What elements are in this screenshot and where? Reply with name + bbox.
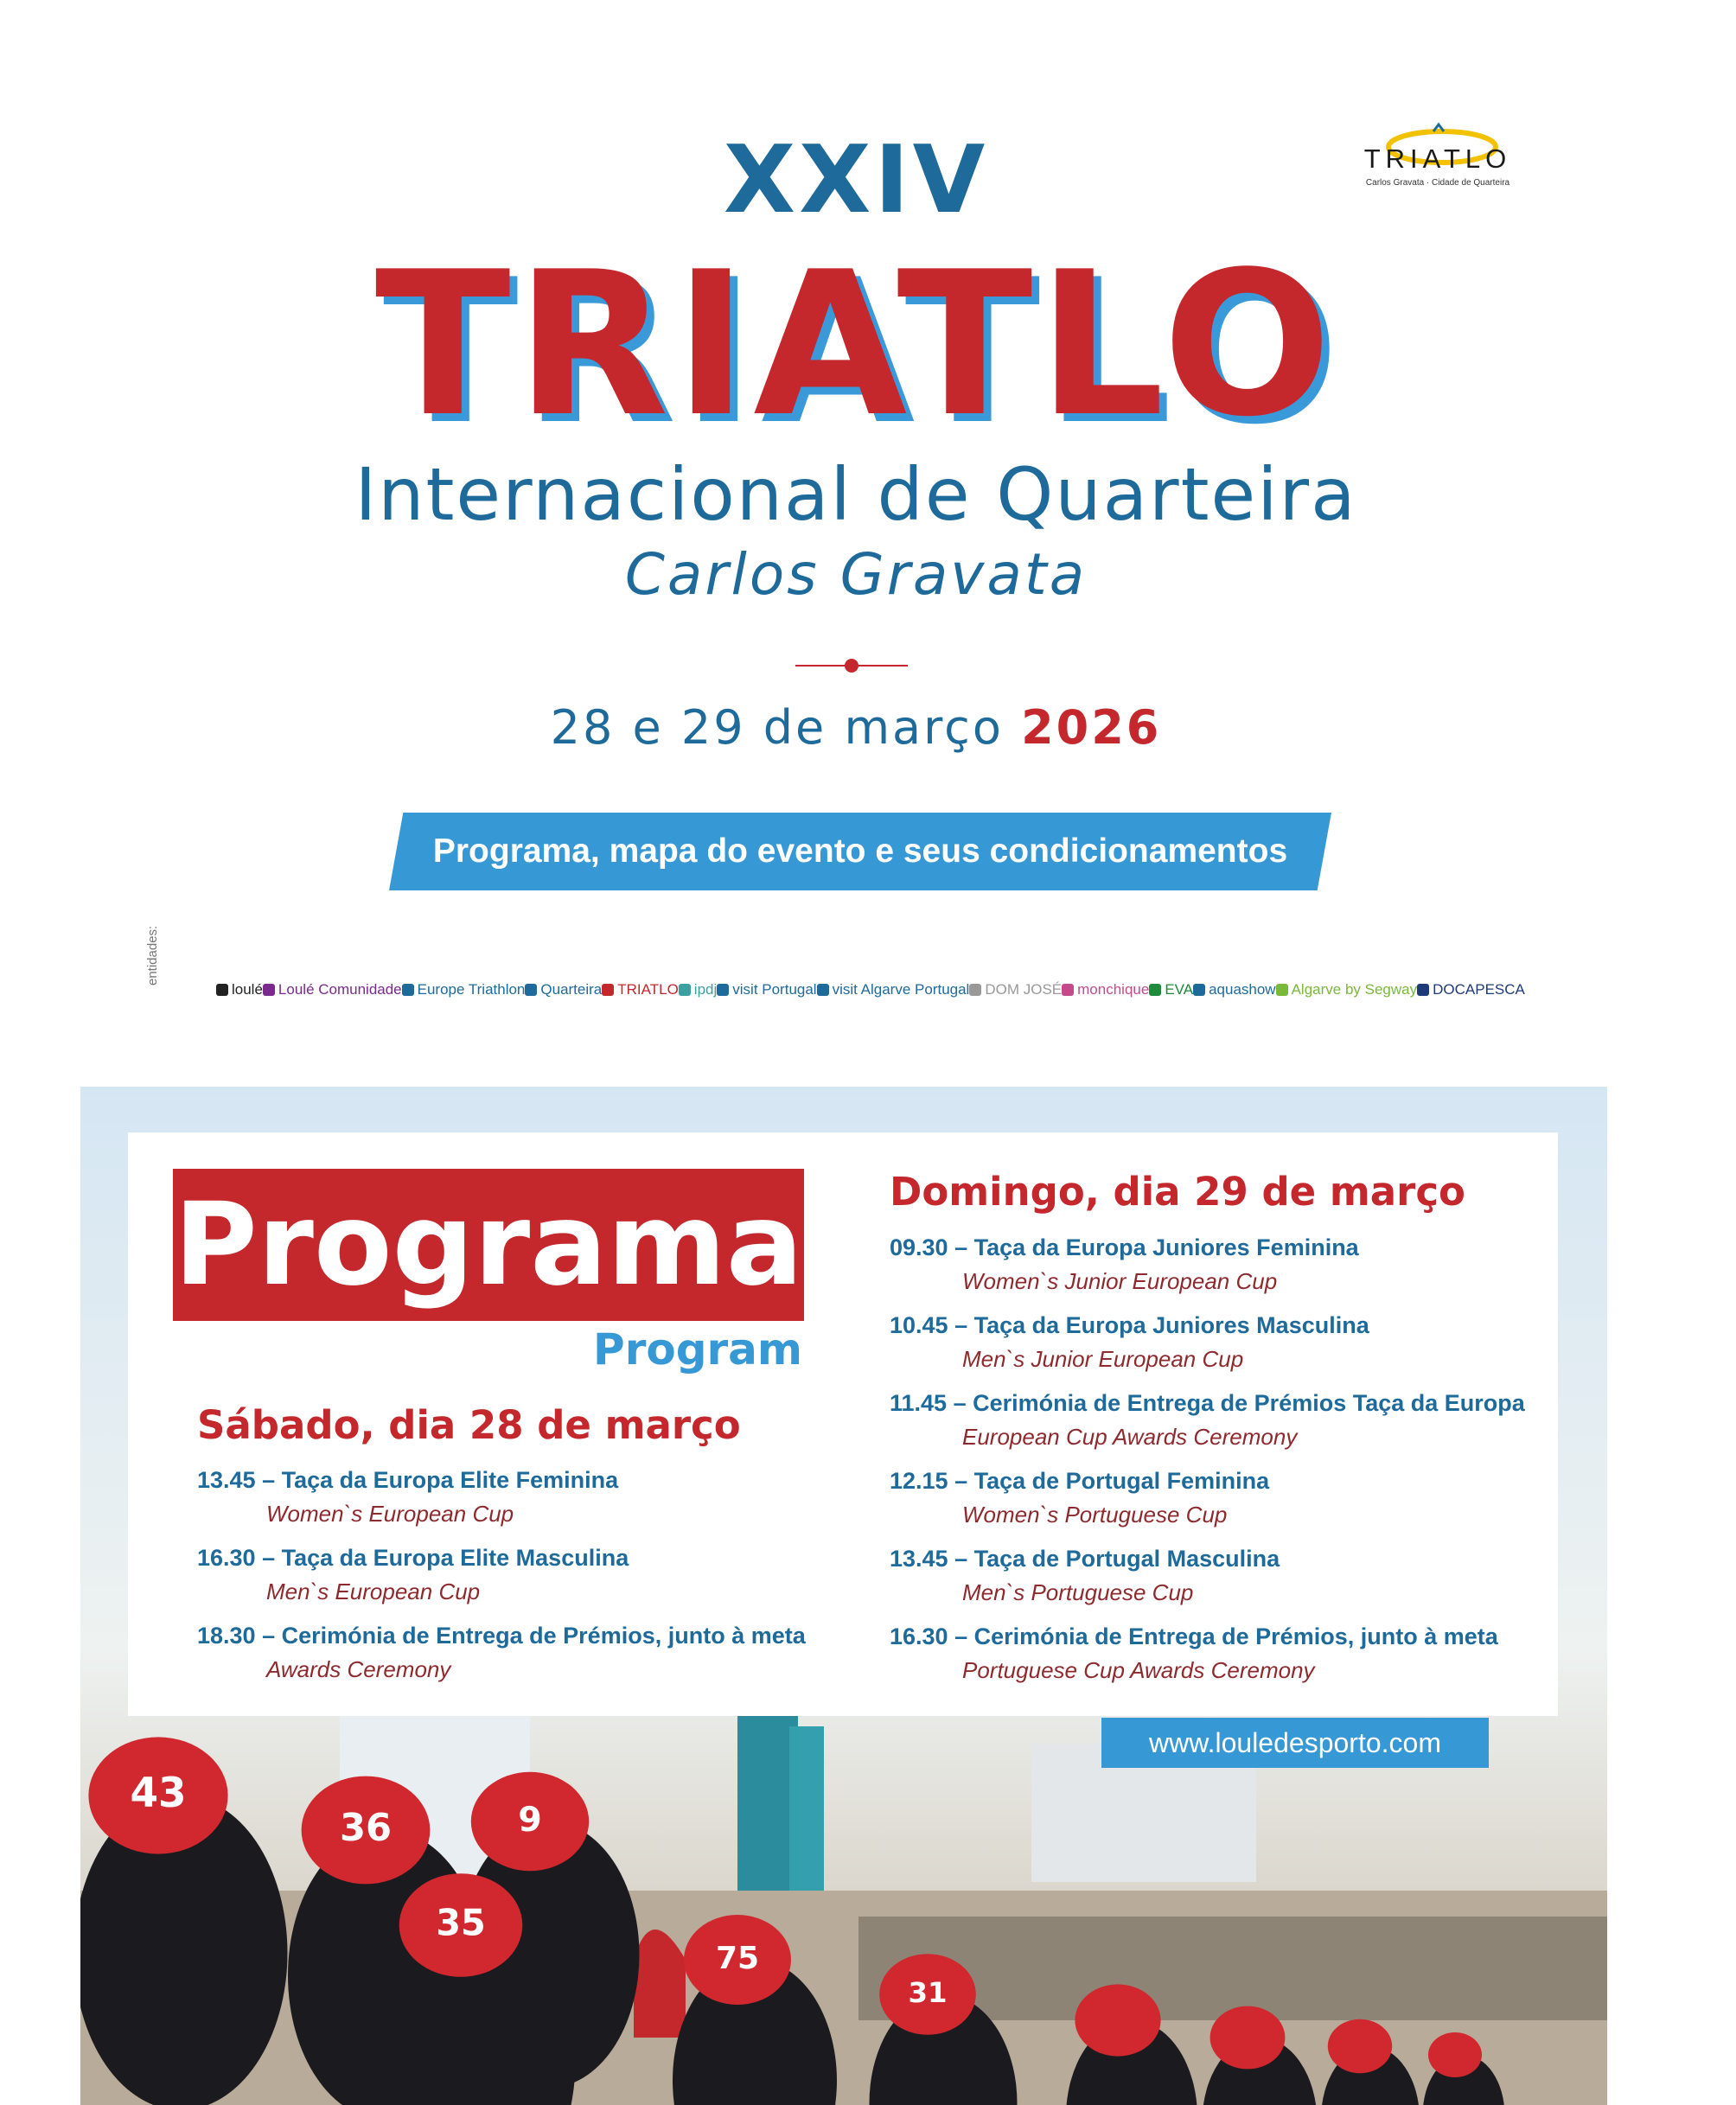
sponsor-name: TRIATLO — [617, 981, 679, 998]
visit-algarve-logo — [817, 981, 970, 998]
event-english-name: Portuguese Cup Awards Ceremony — [962, 1657, 1315, 1683]
quarteira-logo — [525, 981, 602, 998]
sponsor-name: EVA — [1165, 981, 1194, 998]
saturday-event-item — [197, 1467, 806, 1545]
ipdj-icon — [679, 984, 691, 996]
event-time-title: 16.30 – Taça da Europa Elite Masculina — [197, 1545, 629, 1571]
event-dates — [0, 700, 1712, 755]
sponsor-name: monchique — [1077, 981, 1150, 998]
quarteira-icon — [525, 984, 537, 996]
federacao-triatlo-logo — [602, 981, 679, 998]
swim-cap — [1428, 2032, 1482, 2077]
event-english-name: Men`s Junior European Cup — [962, 1346, 1244, 1372]
sponsor-name: visit Algarve Portugal — [832, 981, 970, 998]
cap-number: 9 — [518, 1800, 542, 1840]
segway-icon — [1276, 984, 1288, 996]
event-time-title: 13.45 – Taça da Europa Elite Feminina — [197, 1467, 619, 1493]
docapesca-icon — [1417, 984, 1429, 996]
divider-ornament — [795, 657, 908, 674]
event-year: 2026 — [1021, 700, 1162, 755]
info-banner-text: Programa, mapa do evento e seus condicionamentos — [432, 832, 1288, 870]
sponsor-name: Algarve by Segway — [1291, 981, 1418, 998]
event-english-name: Men`s Portuguese Cup — [962, 1579, 1194, 1605]
sponsor-name: loulé — [232, 981, 263, 998]
event-english-name: Men`s European Cup — [266, 1579, 481, 1604]
event-date-text: 28 e 29 de março — [550, 700, 1004, 755]
sunday-event-item — [890, 1390, 1525, 1468]
cap-number: 35 — [436, 1902, 486, 1944]
dom-jose-icon — [969, 984, 981, 996]
aquashow-logo — [1193, 981, 1276, 998]
sponsor-name: Loulé Comunidade — [278, 981, 402, 998]
visit-portugal-logo — [717, 981, 816, 998]
event-english-name: Awards Ceremony — [266, 1656, 451, 1682]
event-english-name: Women`s Portuguese Cup — [962, 1502, 1228, 1528]
swim-cap — [1328, 2019, 1392, 2073]
europe-triathlon-icon — [402, 984, 414, 996]
saturday-schedule — [197, 1467, 806, 1700]
website-link[interactable]: www.louledesporto.com — [1101, 1718, 1489, 1768]
sunday-event-item — [890, 1468, 1525, 1546]
aquashow-icon — [1193, 984, 1205, 996]
sunday-event-item — [890, 1234, 1525, 1312]
event-time-title: 11.45 – Cerimónia de Entrega de Prémios Taça da Europa — [890, 1390, 1525, 1416]
sponsor-name: DOM JOSÉ — [985, 981, 1063, 998]
cap-number: 31 — [908, 1976, 948, 2009]
federacao-triatlo-icon — [602, 984, 614, 996]
docapesca-logo — [1417, 981, 1525, 998]
monchique-logo — [1062, 981, 1149, 998]
swim-cap — [1075, 1984, 1160, 2056]
ipdj-logo — [679, 981, 717, 998]
loule-community-icon — [263, 984, 275, 996]
visit-portugal-icon — [717, 984, 729, 996]
visit-algarve-icon — [817, 984, 829, 996]
corner-logo-tagline: Carlos Gravata · Cidade de Quarteira — [1365, 178, 1510, 188]
sponsor-name: aquashow — [1209, 981, 1276, 998]
sponsor-name: DOCAPESCA — [1433, 981, 1525, 998]
program-title: Programa — [174, 1178, 803, 1311]
event-honoree: Carlos Gravata — [624, 541, 1088, 608]
loule-icon — [216, 984, 228, 996]
saturday-event-item — [197, 1623, 806, 1700]
event-time-title: 09.30 – Taça da Europa Juniores Feminina — [890, 1234, 1359, 1260]
cap-number: 75 — [715, 1941, 760, 1976]
edition-number: XXIV — [723, 126, 989, 234]
cap-number: 43 — [130, 1770, 187, 1817]
event-time-title: 16.30 – Cerimónia de Entrega de Prémios, junto à meta — [890, 1623, 1498, 1649]
segway-logo — [1276, 981, 1418, 998]
sunday-event-item — [890, 1623, 1525, 1701]
sunday-event-item — [890, 1546, 1525, 1623]
dom-jose-logo — [969, 981, 1062, 998]
eva-icon — [1149, 984, 1161, 996]
program-subtitle: Program — [593, 1324, 802, 1375]
sponsors-label: entidades: — [145, 925, 160, 986]
event-subtitle: Internacional de Quarteira — [354, 452, 1357, 537]
event-english-name: Women`s European Cup — [266, 1501, 514, 1527]
event-english-name: European Cup Awards Ceremony — [962, 1424, 1298, 1450]
event-english-name: Women`s Junior European Cup — [962, 1268, 1278, 1294]
event-time-title: 18.30 – Cerimónia de Entrega de Prémios, junto à meta — [197, 1623, 806, 1649]
triatlo-corner-logo — [1356, 121, 1520, 199]
sunday-schedule — [890, 1234, 1525, 1701]
sponsor-name: Europe Triathlon — [417, 981, 526, 998]
sunday-event-item — [890, 1312, 1525, 1390]
sponsors-row — [216, 955, 1525, 1024]
sponsor-name: Quarteira — [540, 981, 603, 998]
swim-cap — [1210, 2006, 1286, 2070]
europe-triathlon-logo — [402, 981, 526, 998]
loule-logo — [216, 981, 263, 998]
sponsor-name: visit Portugal — [732, 981, 817, 998]
sponsor-name: ipdj — [693, 981, 718, 998]
event-time-title: 13.45 – Taça de Portugal Masculina — [890, 1546, 1280, 1572]
event-title: TRIATLO — [374, 230, 1337, 461]
saturday-title: Sábado, dia 28 de março — [197, 1402, 741, 1448]
monchique-icon — [1062, 984, 1074, 996]
loule-community-logo — [263, 981, 402, 998]
eva-logo — [1149, 981, 1193, 998]
sunday-title: Domingo, dia 29 de março — [890, 1169, 1465, 1215]
corner-logo-wordmark: TRIATLO — [1363, 144, 1512, 174]
saturday-event-item — [197, 1545, 806, 1623]
cap-number: 36 — [339, 1807, 393, 1850]
event-time-title: 10.45 – Taça da Europa Juniores Masculina — [890, 1312, 1369, 1338]
event-time-title: 12.15 – Taça de Portugal Feminina — [890, 1468, 1270, 1494]
